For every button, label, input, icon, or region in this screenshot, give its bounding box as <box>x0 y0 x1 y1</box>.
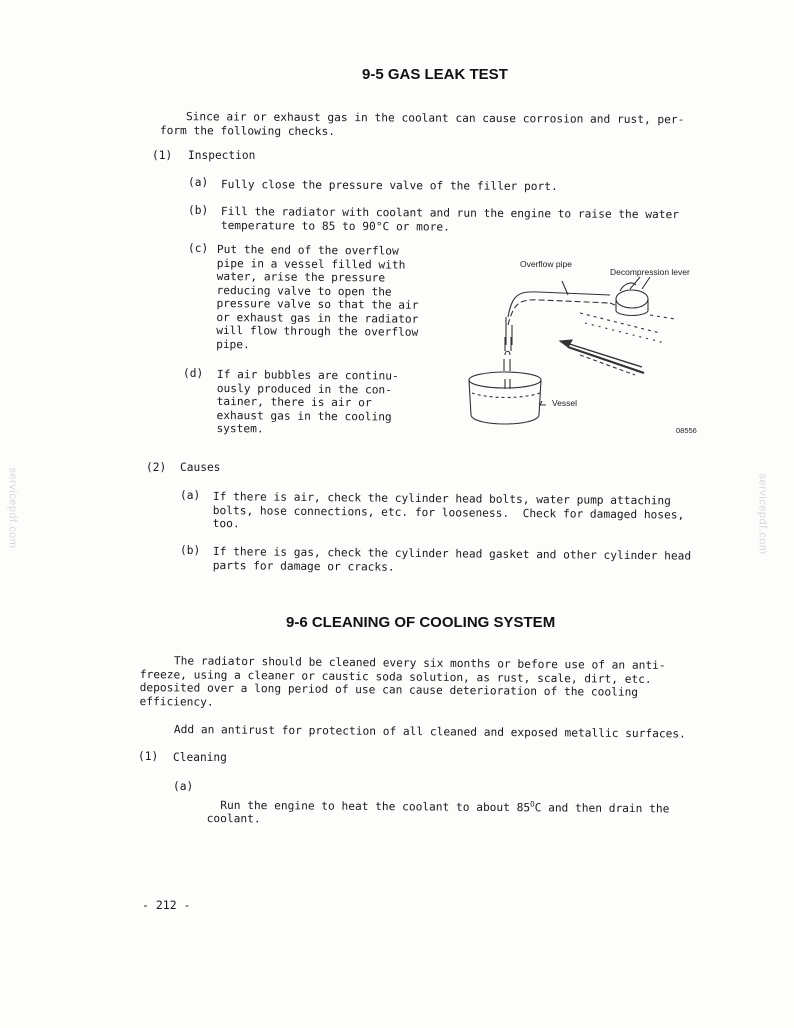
inspection-item-d-letter: (d) <box>183 367 204 380</box>
gas-leak-intro: Since air or exhaust gas in the coolant can cause corrosion and rust, per- form the following checks. <box>159 110 685 138</box>
watermark-left: servicepdf.com <box>6 467 19 549</box>
inspection-item-b-text: Fill the radiator with coolant and run the engine to raise the water temperature to 85 to 90°C or more. <box>220 205 680 234</box>
cleaning-item-a-line2: coolant. <box>206 811 261 826</box>
cleaning-number: (1) <box>138 750 159 763</box>
causes-item-a-letter: (a) <box>180 489 201 502</box>
inspection-item-d-text: If air bubbles are continu- ously produced in the con- tainer, there is air or exhaust gas in the cooling system. <box>216 368 399 436</box>
gas-leak-test-figure <box>460 255 720 445</box>
inspection-heading: Inspection <box>188 149 256 162</box>
inspection-number: (1) <box>152 149 173 162</box>
label-decompression-lever: Decompression lever <box>610 267 690 277</box>
inspection-item-a-letter: (a) <box>188 176 209 189</box>
label-vessel: Vessel <box>552 398 578 408</box>
causes-item-b-letter: (b) <box>180 544 201 557</box>
cleaning-para-2: Add an antirust for protection of all cleaned and exposed metallic surfaces. <box>173 723 686 741</box>
cleaning-para-1: The radiator should be cleaned every six months or before use of an anti- freeze, using a cleaner or caustic soda solution, as rust, scale, dirt, etc. deposited over a long period of use can cause deterioration of the cooling efficiency. <box>139 654 666 709</box>
inspection-item-a-text: Fully close the pressure valve of the filler port. <box>220 178 558 194</box>
section-title-cleaning: 9-6 CLEANING OF COOLING SYSTEM <box>286 614 556 631</box>
cleaning-item-a-line1-pre: Run the engine to heat the coolant to about 85 <box>220 798 531 814</box>
causes-number: (2) <box>146 461 167 474</box>
inspection-item-b-letter: (b) <box>188 204 209 217</box>
cleaning-item-a-text <box>207 781 670 829</box>
inspection-item-c-text: Put the end of the overflow pipe in a vessel filled with water, arise the pressure reducing valve to open the pressure valve so that the air or exhaust gas in the radiator will flow through the overflow pipe. <box>216 243 419 351</box>
cleaning-item-a-letter: (a) <box>173 780 194 793</box>
page-number: - 212 - <box>142 898 191 912</box>
causes-heading: Causes <box>180 461 221 474</box>
causes-item-b-text: If there is gas, check the cylinder head gasket and other cylinder head parts for damage or cracks. <box>212 545 692 574</box>
inspection-item-c-letter: (c) <box>188 242 209 255</box>
cleaning-heading: Cleaning <box>173 751 227 764</box>
degree-superscript: O <box>530 799 535 809</box>
watermark-right: servicepdf.com <box>756 473 769 555</box>
label-overflow-pipe: Overflow pipe <box>520 259 572 269</box>
causes-item-a-text: If there is air, check the cylinder head bolts, water pump attaching bolts, hose connections, etc. for looseness. Check for damaged hoses, too. <box>212 490 685 531</box>
figure-drawing <box>460 255 720 445</box>
figure-code: 08556 <box>676 426 697 435</box>
cleaning-item-a-line1-post: C and then drain the <box>534 800 670 815</box>
section-title-gas-leak-test: 9-5 GAS LEAK TEST <box>362 66 508 83</box>
